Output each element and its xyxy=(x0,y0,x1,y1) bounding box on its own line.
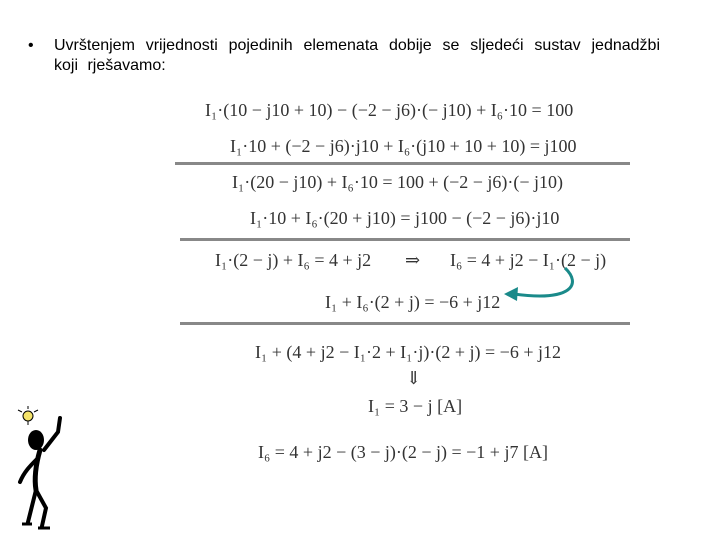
result-i1: I₁ = 3 − j [A] xyxy=(368,396,463,416)
equation-6: I₆ = 4 + j2 − I₁·(2 − j) xyxy=(450,250,607,270)
divider-rule xyxy=(175,162,630,165)
intro-bullet xyxy=(28,36,660,76)
equation-7: I₁ + I₆·(2 + j) = −6 + j12 xyxy=(325,292,501,312)
equation-5: I₁·(2 − j) + I₆ = 4 + j2 xyxy=(215,250,372,270)
bullet-symbol: • xyxy=(28,37,34,54)
divider-rule xyxy=(180,238,630,241)
thinking-stick-figure-icon xyxy=(14,404,74,530)
equation-8: I₁ + (4 + j2 − I₁·2 + I₁·j)·(2 + j) = −6 + j12 xyxy=(255,342,561,362)
result-i6: I₆ = 4 + j2 − (3 − j)·(2 − j) = −1 + j7 [A] xyxy=(258,442,548,462)
implies-down-symbol: ⇓ xyxy=(406,368,422,388)
intro-text: Uvrštenjem vrijednosti pojedinih elemenata dobije se sljedeći sustav jednadžbi koji rješavamo: xyxy=(54,37,660,74)
equation-3: I₁·(20 − j10) + I₆·10 = 100 + (−2 − j6)·(− j10) xyxy=(232,172,564,192)
equation-1: I₁·(10 − j10 + 10) − (−2 − j6)·(− j10) + I₆·10 = 100 xyxy=(205,100,574,120)
implies-symbol: ⇒ xyxy=(405,250,421,270)
equation-2: I₁·10 + (−2 − j6)·j10 + I₆·(j10 + 10 + 10) = j100 xyxy=(230,136,577,156)
divider-rule xyxy=(180,322,630,325)
substitution-arrow xyxy=(500,262,590,312)
equation-4: I₁·10 + I₆·(20 + j10) = j100 − (−2 − j6)·j10 xyxy=(250,208,560,228)
